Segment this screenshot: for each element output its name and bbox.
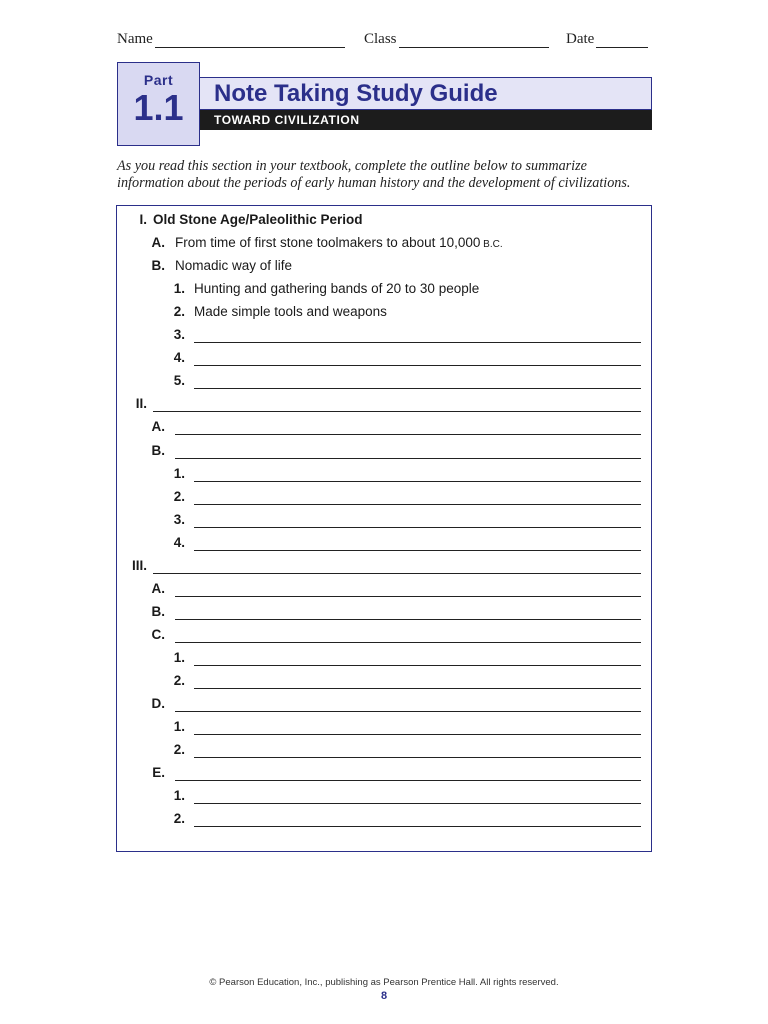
outline-text-main: Old Stone Age/Paleolithic Period <box>153 212 363 227</box>
outline-label: 4. <box>173 350 185 366</box>
outline-row <box>117 438 651 461</box>
outline-row <box>117 530 651 553</box>
outline-row <box>117 322 651 345</box>
outline-text <box>194 281 479 296</box>
outline-blank-line[interactable] <box>175 619 641 620</box>
outline-blank-line[interactable] <box>194 757 641 758</box>
title-band <box>200 77 652 110</box>
outline-row <box>117 622 651 645</box>
part-box <box>117 62 200 146</box>
outline-label: B. <box>151 442 165 458</box>
outline-label: 3. <box>173 511 185 527</box>
name-label: Name <box>117 31 153 47</box>
outline-blank-line[interactable] <box>194 342 641 343</box>
outline-row <box>117 414 651 437</box>
outline-blank-line[interactable] <box>194 527 641 528</box>
header-fields <box>117 31 652 51</box>
outline-label: 2. <box>173 488 185 504</box>
outline-row <box>117 461 651 484</box>
outline-blank-line[interactable] <box>194 826 641 827</box>
outline-label: 2. <box>173 304 185 320</box>
page-title: Note Taking Study Guide <box>214 80 498 107</box>
outline-label: 1. <box>173 465 185 481</box>
outline-label: 2. <box>173 742 185 758</box>
outline-blank-line[interactable] <box>175 434 641 435</box>
page-number: 8 <box>380 990 388 1002</box>
outline-label: C. <box>151 626 165 642</box>
outline-text-main: From time of first stone toolmakers to about 10,000 <box>175 235 481 251</box>
outline-label: 1. <box>173 788 185 804</box>
outline-label: 4. <box>173 534 185 550</box>
outline-text <box>175 235 503 250</box>
outline-label: 1. <box>173 281 185 297</box>
outline-text-main: Hunting and gathering bands of 20 to 30 people <box>194 281 480 297</box>
outline-text-main: Nomadic way of life <box>175 258 293 274</box>
outline-blank-line[interactable] <box>175 642 641 643</box>
part-number: 1.1 <box>133 87 184 128</box>
outline-blank-line[interactable] <box>175 458 641 459</box>
outline-blank-line[interactable] <box>153 411 641 412</box>
outline-row <box>117 783 651 806</box>
outline-row <box>117 553 651 576</box>
class-field[interactable] <box>364 31 549 48</box>
outline-row <box>117 276 651 299</box>
name-field[interactable] <box>117 31 345 48</box>
outline-label: 3. <box>173 327 185 343</box>
class-blank[interactable] <box>399 31 549 48</box>
date-field[interactable] <box>566 31 648 48</box>
outline-blank-line[interactable] <box>194 388 641 389</box>
class-label: Class <box>364 31 397 47</box>
outline-label: E. <box>152 765 165 781</box>
outline-text-main: Made simple tools and weapons <box>194 304 387 320</box>
outline-row <box>117 230 651 253</box>
outline-label: A. <box>151 419 165 435</box>
name-blank[interactable] <box>155 31 345 48</box>
outline-row <box>117 691 651 714</box>
outline-label: 2. <box>173 811 185 827</box>
outline-row <box>117 507 651 530</box>
outline-row <box>117 714 651 737</box>
copyright-footer: © Pearson Education, Inc., publishing as Pearson Prentice Hall. All rights reserved. <box>209 977 559 988</box>
outline-row <box>117 737 651 760</box>
outline-row <box>117 576 651 599</box>
outline-text-suffix: B.C. <box>480 239 503 251</box>
outline-row <box>117 668 651 691</box>
outline-blank-line[interactable] <box>175 780 641 781</box>
outline-label: A. <box>151 580 165 596</box>
outline-blank-line[interactable] <box>194 504 641 505</box>
instructions: As you read this section in your textbook, complete the outline below to summarize information about the periods of early human history and the development of civilizations. <box>117 158 631 191</box>
subtitle-band <box>200 110 652 130</box>
outline-row <box>117 599 651 622</box>
outline-label: III. <box>131 557 147 573</box>
outline-row <box>117 391 651 414</box>
outline-blank-line[interactable] <box>194 665 641 666</box>
outline-text <box>175 258 292 273</box>
outline-label: 1. <box>173 719 185 735</box>
outline-blank-line[interactable] <box>194 481 641 482</box>
part-label: Part <box>143 72 174 88</box>
outline-label: B. <box>151 603 165 619</box>
outline-row <box>117 299 651 322</box>
outline-label: 1. <box>173 649 185 665</box>
date-blank[interactable] <box>596 31 648 48</box>
outline-row <box>117 253 651 276</box>
outline-label: B. <box>151 258 165 274</box>
outline-row <box>117 345 651 368</box>
outline-row <box>117 207 651 230</box>
outline-row <box>117 760 651 783</box>
outline-blank-line[interactable] <box>175 711 641 712</box>
outline-label: I. <box>139 212 147 227</box>
page-subtitle: TOWARD CIVILIZATION <box>214 113 360 127</box>
outline-text <box>153 212 363 227</box>
outline-label: II. <box>135 396 147 412</box>
outline-row <box>117 484 651 507</box>
outline-blank-line[interactable] <box>175 596 641 597</box>
outline-text <box>194 304 387 319</box>
outline-blank-line[interactable] <box>194 803 641 804</box>
outline-blank-line[interactable] <box>194 688 641 689</box>
outline-blank-line[interactable] <box>194 734 641 735</box>
outline-row <box>117 368 651 391</box>
outline-label: D. <box>151 696 165 712</box>
outline-box <box>116 205 652 852</box>
outline-row <box>117 645 651 668</box>
outline-label: A. <box>151 235 165 251</box>
outline-blank-line[interactable] <box>153 573 641 574</box>
date-label: Date <box>566 31 595 47</box>
outline-label: 2. <box>173 673 185 688</box>
outline-blank-line[interactable] <box>194 365 641 366</box>
outline-blank-line[interactable] <box>194 550 641 551</box>
outline-row <box>117 806 651 829</box>
outline-label: 5. <box>173 373 185 389</box>
